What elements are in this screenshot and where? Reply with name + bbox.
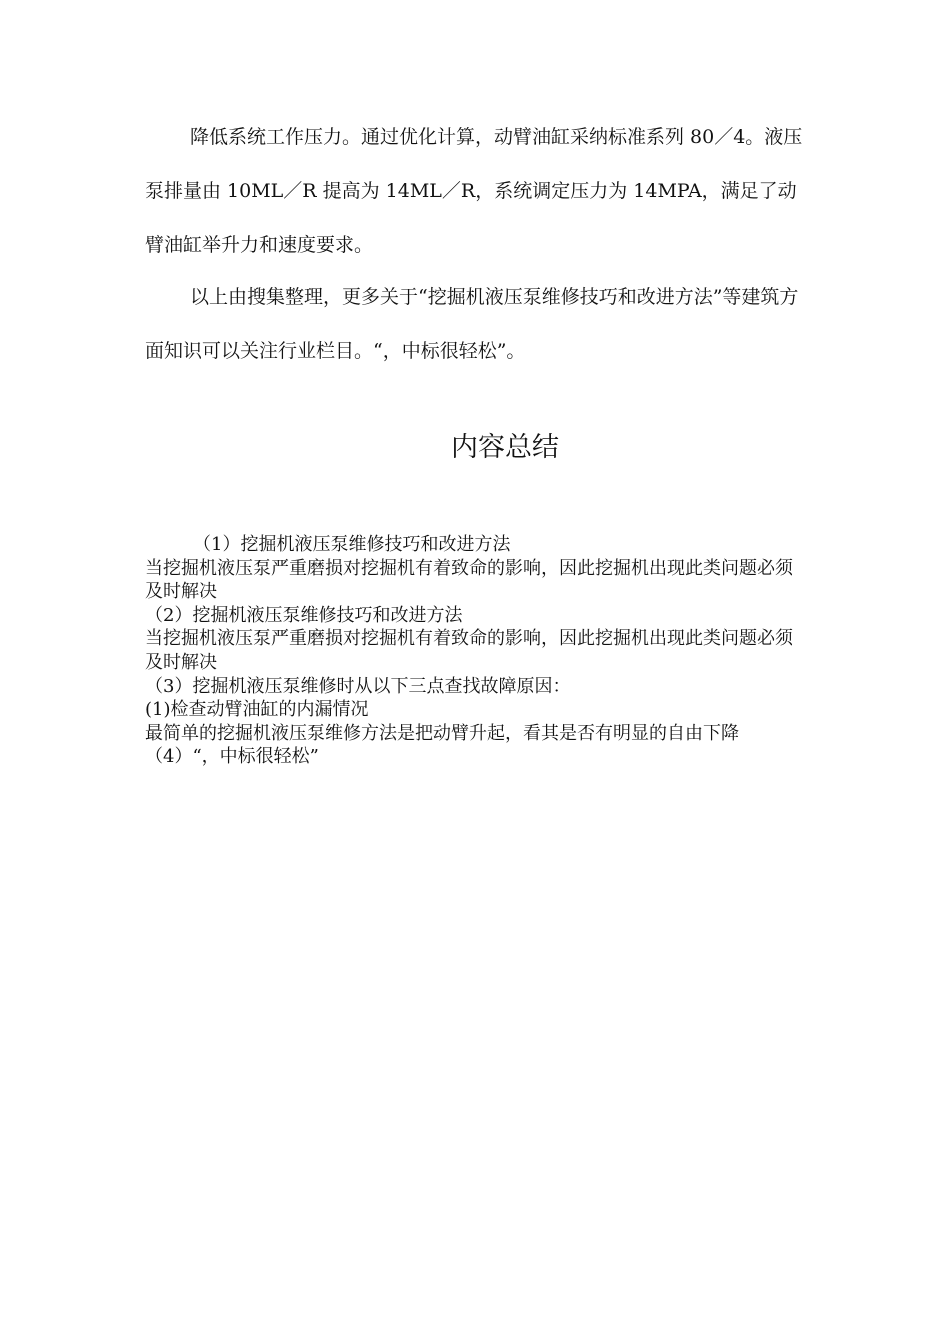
summary-line-8: （4）“，中标很轻松” [145,746,319,768]
summary-line-5: （3）挖掘机液压泵维修时从以下三点查找故障原因： [145,675,571,697]
summary-block [145,533,795,769]
summary-line-2: 当挖掘机液压泵严重磨损对挖掘机有着致命的影响，因此挖掘机出现此类问题必须及时解决 [145,557,793,603]
summary-line-3: （2）挖掘机液压泵维修技巧和改进方法 [145,604,463,626]
section-title: 内容总结 [451,432,559,463]
body-paragraph-1: 降低系统工作压力。通过优化计算，动臂油缸采纳标准系列 80／4。液压泵排量由 10ML／R 提高为 14ML／R，系统调定压力为 14MPA，满足了动臂油缸举升力和速度要求。 [145,126,803,256]
summary-line-6: (1)检查动臂油缸的内漏情况 [145,699,369,721]
summary-line-4: 当挖掘机液压泵严重磨损对挖掘机有着致命的影响，因此挖掘机出现此类问题必须及时解决 [145,628,793,673]
summary-line-1: （1）挖掘机液压泵维修技巧和改进方法 [193,534,511,555]
body-paragraph-2: 以上由搜集整理，更多关于“挖掘机液压泵维修技巧和改进方法”等建筑方面知识可以关注行业栏目。“，中标很轻松”。 [145,286,799,362]
summary-line-7: 最简单的挖掘机液压泵维修方法是把动臂升起，看其是否有明显的自由下降 [145,722,739,744]
